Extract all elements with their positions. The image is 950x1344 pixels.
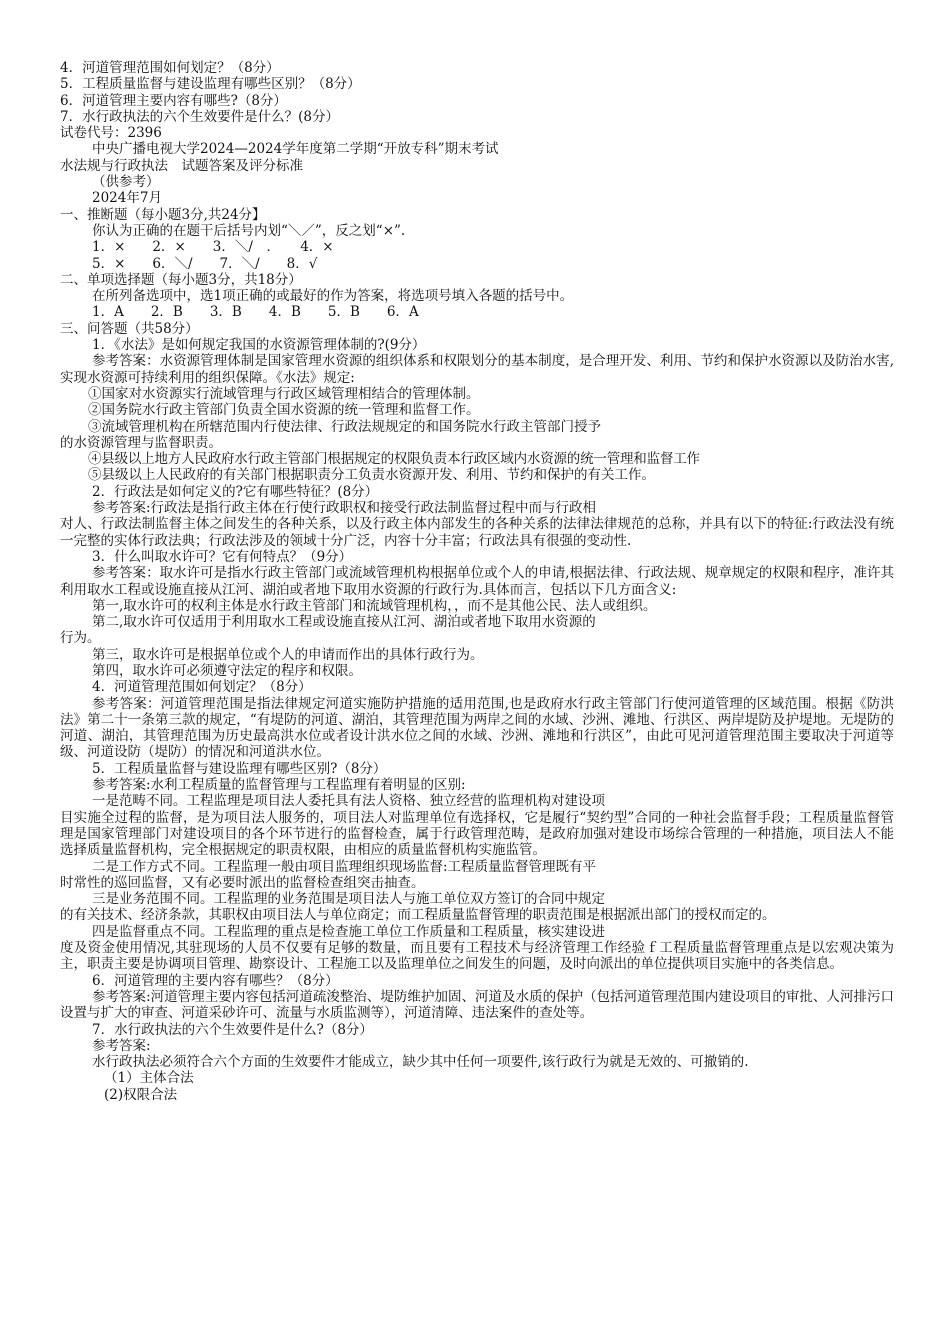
- answer-5-question: 5．工程质量监督与建设监理有哪些区别?（8分）: [92, 760, 387, 777]
- answer-1-item-4: ④县级以上地方人民政府水行政主管部门根据规定的权限负责本行政区域内水资源的统一管理和监督工作: [88, 451, 700, 468]
- section-1-instructions: 你认为正确的在题干后括号内划“＼／”，反之划“×”.: [92, 222, 406, 239]
- answer-1-item-1: ①国家对水资源实行流域管理与行政区域管理相结合的管理体制。: [88, 385, 480, 402]
- answer-1-item-5: ⑤县级以上人民政府的有关部门根据职责分工负责水资源开发、利用、节约和保护的有关工作。: [88, 467, 655, 484]
- question-7-header: 7．水行政执法的六个生效要件是什么？(8分）: [60, 108, 339, 125]
- question-4-header: 4．河道管理范围如何划定？（8分）: [60, 60, 280, 76]
- answer-4-text: 参考答案：河道管理范围是指法律规定河道实施防护措施的适用范围,也是政府水行政主管部门行使河道管理的区域范围。根据《防洪法》第二十一条第三款的规定，“有堤防的河道、湖泊，其管理范围为两岸之间的水域、沙洲、滩地、行洪区、两岸堤防及护堤地。无堤防的河道、湖泊，其管理范围为历史最高洪水位或者设计洪水位之间的水域、沙洲、滩地和行洪区”，由此可见河道管理范围主要取决于河道等级、河道设防（堤防）的情况和河道洪水位。: [60, 695, 894, 761]
- answer-6-text: 参考答案:河道管理主要内容包括河道疏浚整治、堤防维护加固、河道及水质的保护（包括河道管理范围内建设项目的审批、人河排污口设置与扩大的审查、河道采砂许可、流量与水质监测等），河道清障、违法案件的查处等。: [60, 988, 894, 1022]
- answer-4-question: 4．河道管理范围如何划定？（8分）: [92, 679, 312, 696]
- answer-5-point-3: 三是业务范围不同。工程监理的业务范围是项目法人与施工单位双方签订的合同中规定: [92, 891, 605, 908]
- paper-code: 试卷代号：2396: [60, 125, 162, 142]
- answer-3-point-4: 第四，取水许可必须遵守法定的程序和权限。: [92, 662, 362, 679]
- answer-2-text: 对人、行政法制监督主体之间发生的各种关系，以及行政主体内部发生的各种关系的法律法律规范的总称，并具有以下的特征:行政法没有统一完整的实体行政法典；行政法涉及的领域十分广泛，内容十分丰富；行政法具有很强的变动性.: [60, 516, 894, 549]
- answer-5-point-2: 二是工作方式不同。工程监理一般由项目监理组织现场监督:工程质量监督管理既有平: [92, 858, 597, 875]
- exam-title: 中央广播电视大学2024—2024学年度第二学期“开放专科”期末考试: [92, 141, 499, 158]
- answer-5-point-4: 四是监督重点不同。工程监理的重点是检查施工单位工作质量和工程质量，核实建设进: [92, 923, 605, 940]
- answer-1-question: 1．《水法》是如何规定我国的水资源管理体制的?(9分）: [92, 337, 426, 354]
- answer-7-text: 水行政执法必须符合六个方面的生效要件才能成立，缺少其中任何一项要件,该行政行为就是无效的、可撤销的.: [92, 1054, 749, 1071]
- section-3-title: 三、问答题（共58分）: [60, 320, 199, 337]
- answer-7-item-1: （1）主体合法: [104, 1070, 194, 1087]
- answer-3-question: 3．什么叫取水许可？它有何特点？（9分）: [92, 548, 353, 565]
- section-2-answers: 1．A 2．B 3．B 4．B 5．B 6．A: [92, 304, 419, 321]
- section-1-answers-row-2: 5．× 6．＼/ 7．＼/ 8．√: [92, 255, 318, 272]
- question-5-header: 5．工程质量监督与建设监理有哪些区别？（8分）: [60, 76, 361, 93]
- answer-5-intro: 参考答案:水利工程质量的监督管理与工程监理有着明显的区别:: [92, 777, 466, 794]
- answer-5-point-2-cont: 时常性的巡回监督，又有必要时派出的监督检查组突击抽查。: [60, 874, 425, 891]
- section-2-title: 二、单项选择题（每小题3分，共18分）: [60, 271, 302, 288]
- answer-5-point-1: 一是范畴不同。工程监理是项目法人委托具有法人资格、独立经营的监理机构对建设项: [92, 793, 605, 810]
- for-reference-note: （供参考）: [92, 174, 160, 191]
- exam-date: 2024年7月: [92, 190, 162, 207]
- answer-2-text-line-1: 参考答案:行政法是指行政主体在行使行政职权和接受行政法制监督过程中而与行政相: [92, 500, 597, 517]
- answer-1-item-3-cont: 的水资源管理与监督职责。: [60, 434, 222, 451]
- answer-3-point-3: 第三，取水许可是根据单位或个人的申请而作出的具体行政行为。: [92, 646, 484, 663]
- answer-3-point-1: 第一,取水许可的权利主体是水行政主管部门和流域管理机构，，而不是其他公民、法人或组织。: [92, 597, 657, 614]
- answer-7-question: 7．水行政执法的六个生效要件是什么?（8分）: [92, 1021, 373, 1038]
- answer-6-question: 6．河道管理的主要内容有哪些？（8分）: [92, 972, 339, 989]
- answer-3-point-2: 第二,取水许可仅适用于利用取水工程或设施直接从江河、湖泊或者地下取用水资源的: [92, 614, 596, 631]
- answer-3-text: 参考答案：取水许可是指水行政主管部门或流域管理机构根据单位或个人的申请,根据法律、行政法规、规章规定的权限和程序，准许其利用取水工程或设施直接从江河、湖泊或者地下取用水资源的行政行为.具体而言，包括以下几方面含义:: [60, 565, 894, 598]
- answer-7-label: 参考答案:: [92, 1037, 151, 1054]
- answer-1-text: 参考答案：水资源管理体制是国家管理水资源的组织体系和权限划分的基本制度，是合理开发、利用、节约和保护水资源以及防治水害,实现水资源可持续利用的组织保障。《水法》规定:: [60, 353, 894, 386]
- answer-1-item-2: ②国务院水行政主管部门负责全国水资源的统一管理和监督工作。: [88, 402, 480, 419]
- section-1-title: 一、推断题（每小题3分,共24分】: [60, 206, 266, 223]
- section-2-instructions: 在所列备选项中，选1项正确的或最好的作为答案，将选项号填入各题的括号中。: [92, 288, 574, 305]
- answer-3-point-2-cont: 行为。: [60, 630, 101, 647]
- question-6-header: 6．河道管理主要内容有哪些?（8分）: [60, 92, 287, 109]
- course-title: 水法规与行政执法 试题答案及评分标准: [60, 157, 303, 174]
- answer-5-point-4-cont: 度及资金使用情况,其驻现场的人员不仅要有足够的数量，而且要有工程技术与经济管理工作经验ｆ工程质量监督管理重点是以宏观决策为主，职责主要是协调项目管理、勘察设计、工程施工以及监理单位之间发生的问题，及时向派出的单位提供项目实施中的各类信息。: [60, 940, 894, 973]
- answer-7-item-2: (2)权限合法: [104, 1086, 178, 1103]
- answer-1-item-3: ③流域管理机构在所辖范围内行使法律、行政法规规定的和国务院水行政主管部门授予: [88, 418, 601, 435]
- answer-2-question: 2．行政法是如何定义的?它有哪些特征？(8分）: [92, 483, 379, 500]
- answer-5-point-1-cont: 目实施全过程的监督，是为项目法人服务的，项目法人对监理单位有选择权，它是履行“契约型”合同的一种社会监督手段；工程质量监督管理是国家管理部门对建设项目的各个环节进行的监督检查，属于行政管理范畴，是政府加强对建设市场综合管理的一种措施，项目法人不能选择质量监督机构，完全根据规定的职责权限，由相应的质量监督机构实施监管。: [60, 809, 894, 859]
- section-1-answers-row-1: 1．× 2．× 3．＼/ ． 4．×: [92, 239, 334, 256]
- answer-5-point-3-cont: 的有关技术、经济条款，其职权由项目法人与单位商定；而工程质量监督管理的职责范围是根据派出部门的授权而定的。: [60, 907, 776, 924]
